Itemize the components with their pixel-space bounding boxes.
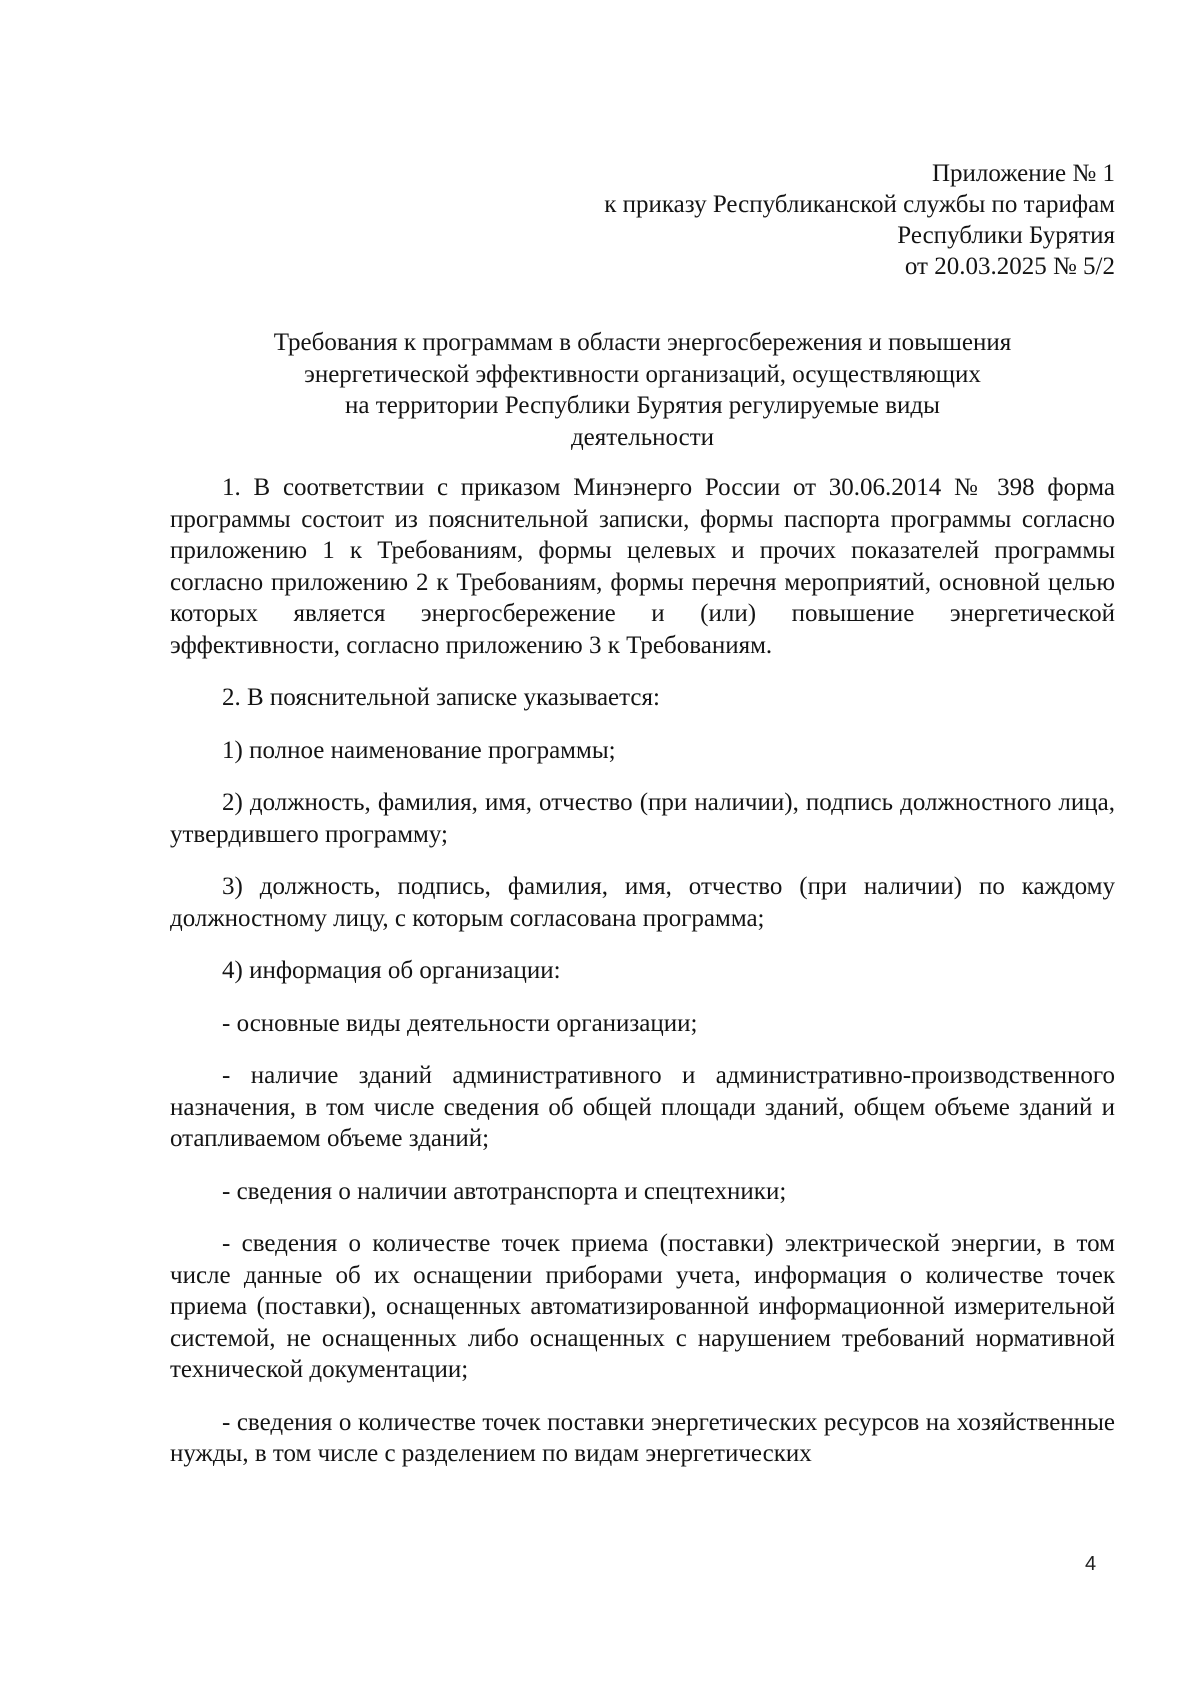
- list-item-coordinators: 3) должность, подпись, фамилия, имя, отчество (при наличии) по каждому должностному лицу, с которым согласована программа;: [170, 873, 1115, 932]
- list-item-approver: 2) должность, фамилия, имя, отчество (при наличии), подпись должностного лица, утвердившего программу;: [170, 789, 1115, 848]
- sub-item-electricity-points: - сведения о количестве точек приема (поставки) электрической энергии, в том числе данные об их оснащении приборами учета, информация о количестве точек приема (поставки), оснащенных автоматизированной информационной измерительной системой, не оснащенных либо оснащенных с нарушением требований нормативной технической документации;: [170, 1230, 1115, 1383]
- title-line: на территории Республики Бурятия регулируемые виды: [345, 392, 940, 419]
- list-item-organization-info: 4) информация об организации:: [222, 957, 561, 984]
- title-line: Требования к программам в области энергосбережения и повышения: [273, 329, 1012, 356]
- sub-item-activities: - основные виды деятельности организации;: [222, 1009, 698, 1037]
- sub-item-vehicles: - сведения о наличии автотранспорта и спецтехники;: [222, 1177, 787, 1205]
- appendix-number: Приложение № 1: [931, 160, 1115, 187]
- order-region: Республики Бурятия: [897, 222, 1115, 249]
- appendix-header: [170, 158, 1115, 282]
- order-reference: к приказу Республиканской службы по тарифам: [604, 191, 1115, 218]
- document-title: [170, 327, 1115, 453]
- title-line: энергетической эффективности организаций, осуществляющих: [304, 360, 981, 388]
- sub-item-energy-supply-points: - сведения о количестве точек поставки энергетических ресурсов на хозяйственные нужды, в том числе с разделением по видам энергетических: [170, 1408, 1115, 1467]
- paragraph-explanatory-note: 2. В пояснительной записке указывается:: [222, 684, 660, 711]
- document-body: [170, 472, 1115, 1470]
- page-number: 4: [1085, 1553, 1097, 1575]
- title-line: деятельности: [570, 423, 715, 451]
- paragraph-program-form: 1. В соответствии с приказом Минэнерго России от 30.06.2014 № 398 форма программы состоит из пояснительной записки, формы паспорта программы согласно приложению 1 к Требованиям, формы целевых и прочих показателей программы согласно приложению 2 к Требованиям, формы перечня мероприятий, основной целью которых является энергосбережение и (или) повышение энергетической эффективности, согласно приложению 3 к Требованиям.: [170, 474, 1115, 659]
- order-date: от 20.03.2025 № 5/2: [904, 253, 1115, 280]
- document-content: [170, 158, 1115, 1491]
- list-item-program-name: 1) полное наименование программы;: [222, 736, 616, 764]
- sub-item-buildings: - наличие зданий административного и административно-производственного назначения, в том числе сведения об общей площади зданий, общем объеме зданий и отапливаемом объеме зданий;: [170, 1062, 1115, 1152]
